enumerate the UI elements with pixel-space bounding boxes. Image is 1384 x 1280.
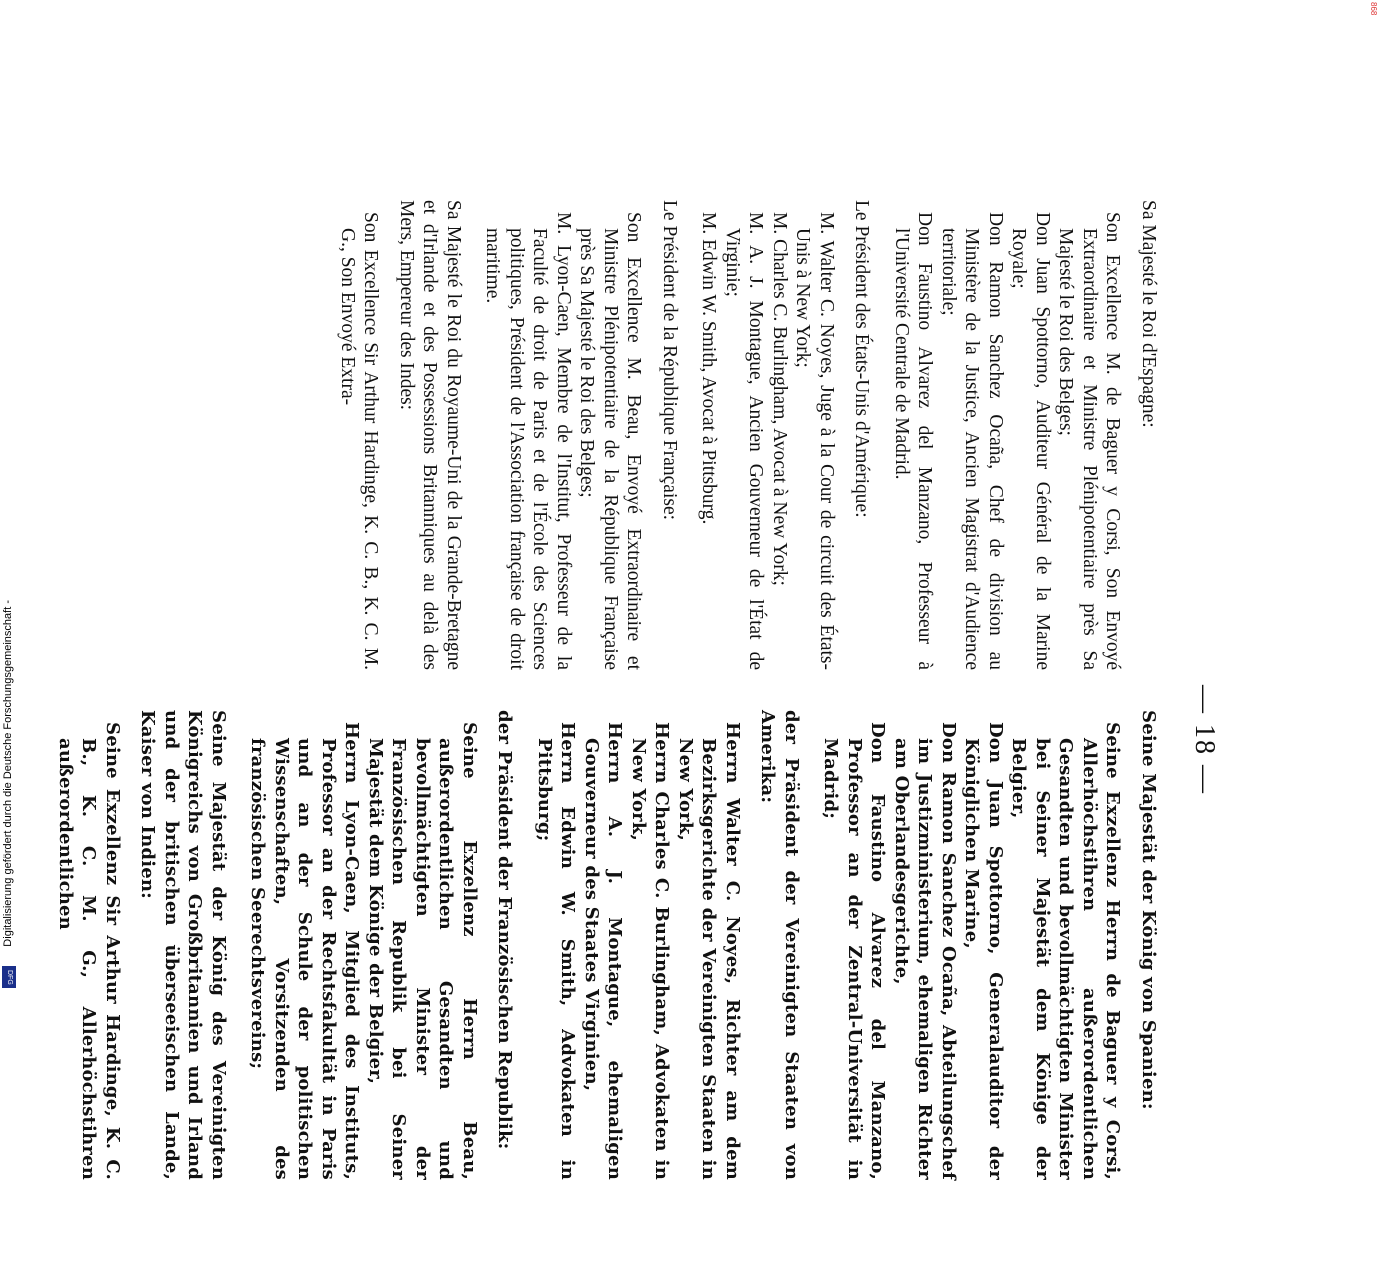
- digitization-credit: Digitalisierung gefördert durch die Deutsche Forschungsgemeinschaft -: [2, 600, 14, 947]
- section: [54, 710, 231, 1180]
- section: [481, 200, 681, 670]
- page-content: [55, 200, 1220, 1280]
- delegate-entry: Seine Exzellenz Herrn Beau, außerordentlichen Gesandten und bevollmächtigten Minister der Französischen Republik bei Seiner Majestät dem Könige der Belgier,: [365, 722, 480, 1180]
- section-title: Seine Majestät der König des Vereinigten Königreichs von Großbritannien und Irland und der britischen überseeischen Lande, Kaiser von Indien:: [137, 710, 229, 1180]
- german-column: [38, 710, 1161, 1180]
- section-title: Seine Majestät der König von Spanien:: [1138, 710, 1159, 1110]
- delegate-entry: M. A. J. Montague, Ancien Gouverneur de l'État de Virginie;: [722, 212, 767, 670]
- delegate-entry: Herrn Walter C. Noyes, Richter am dem Bezirksgerichte der Vereinigten Staaten in New York,: [675, 722, 743, 1180]
- rotated-page: [55, 200, 1220, 1180]
- delegate-entry: Don Juan Spottorno, Generalauditor der Königlichen Marine,: [961, 722, 1006, 1180]
- delegate-entry: M. Charles C. Burlingham, Avocat à New York;: [769, 212, 790, 586]
- delegate-entry: Herrn A. J. Montague, ehemaligen Gouverneur des Staates Virginien,: [581, 722, 626, 1180]
- delegate-entry: Son Excellence M. Beau, Envoyé Extraordinaire et Ministre Plénipotentiaire de la République Française près Sa Majesté le Roi des Belges;: [576, 212, 645, 670]
- delegate-entry: M. Lyon-Caen, Membre de l'Institut, Professeur de la Faculté de droit de Paris et de l'École des Sciences politiques, Président de l'Association française de droit maritime.: [482, 212, 574, 670]
- section: [336, 200, 466, 670]
- delegate-entry: Don Ramon Sanchez Ocaña, Abteilungschef im Justizministerium, ehemaligen Richter am Oberlandesgerichte,: [891, 722, 959, 1180]
- delegate-entry: Don Ramon Sanchez Ocaña, Chef de division au Ministère de la Justice, Ancien Magistrat d'Audience territoriale;: [938, 212, 1006, 670]
- section: [697, 200, 874, 670]
- section: [533, 710, 804, 1180]
- delegate-entry: Seine Exzellenz Sir Arthur Hardinge, K. C. B., K. C. M. G., Allerhöchstihren außerordentlichen: [55, 722, 123, 1180]
- delegate-entry: Son Excellence Sir Arthur Hardinge, K. C. B., K. C. M. G., Son Envoyé Extra-: [337, 212, 382, 670]
- section-title: Sa Majesté le Roi d'Espagne:: [1138, 200, 1159, 428]
- page-number: — 18 —: [1189, 685, 1220, 795]
- delegate-entry: M. Walter C. Noyes, Juge à la Cour de circuit des États-Unis à New York;: [792, 212, 837, 670]
- delegate-entry: Herrn Charles C. Burlingham, Advokaten in New York,: [628, 722, 673, 1180]
- section: [819, 710, 1160, 1180]
- section-title: Le Président de la République Française:: [659, 200, 680, 521]
- delegate-entry: Seine Exzellenz Herrn de Baguer y Corsi, Allerhöchstihren außerordentlichen Gesandten und bevollmächtigten Minister bei Seiner Majestät dem Könige der Belgier,: [1008, 722, 1124, 1180]
- delegate-entry: M. Edwin W. Smith, Avocat à Pittsburg.: [698, 212, 720, 525]
- section-title: Sa Majesté le Roi du Royaume-Uni de la Grande-Bretagne et d'Irlande et des Possessions Britanniques au delà des Mers, Empereur des Indes:: [396, 200, 464, 670]
- section-title: der Präsident der Französischen Republik:: [494, 710, 516, 1150]
- delegate-entry: Don Faustino Alvarez del Manzano, Professeur à l'Université Centrale de Madrid.: [891, 212, 936, 670]
- section-title: Le Président des États-Unis d'Amérique:: [851, 200, 873, 518]
- section: [890, 200, 1161, 670]
- page-corner-mark: 868: [1369, 2, 1378, 16]
- french-column: [320, 200, 1161, 670]
- dfg-logo: DFG: [2, 966, 16, 988]
- delegate-entry: Don Faustino Alvarez del Manzano, Professor an der Zentral-Universität in Madrid;: [820, 722, 889, 1180]
- delegate-entry: Herrn Edwin W. Smith, Advokaten in Pittsburg;: [534, 722, 579, 1180]
- delegate-entry: Herrn Lyon-Caen, Mitglied des Instituts, Professor an der Rechtsfakultät in Paris und an der Schule der politischen Wissenschaften, Vorsitzenden des französischen Seerechtsvereins;: [247, 722, 363, 1180]
- delegate-entry: Son Excellence M. de Baguer y Corsi, Son Envoyé Extraordinaire et Ministre Plénipotentiaire près Sa Majesté le Roi des Belges;: [1055, 212, 1124, 670]
- section: [246, 710, 517, 1180]
- delegate-entry: Don Juan Spottorno, Auditeur Général de la Marine Royale;: [1008, 212, 1053, 670]
- section-title: der Präsident der Vereinigten Staaten von Amerika:: [757, 710, 802, 1180]
